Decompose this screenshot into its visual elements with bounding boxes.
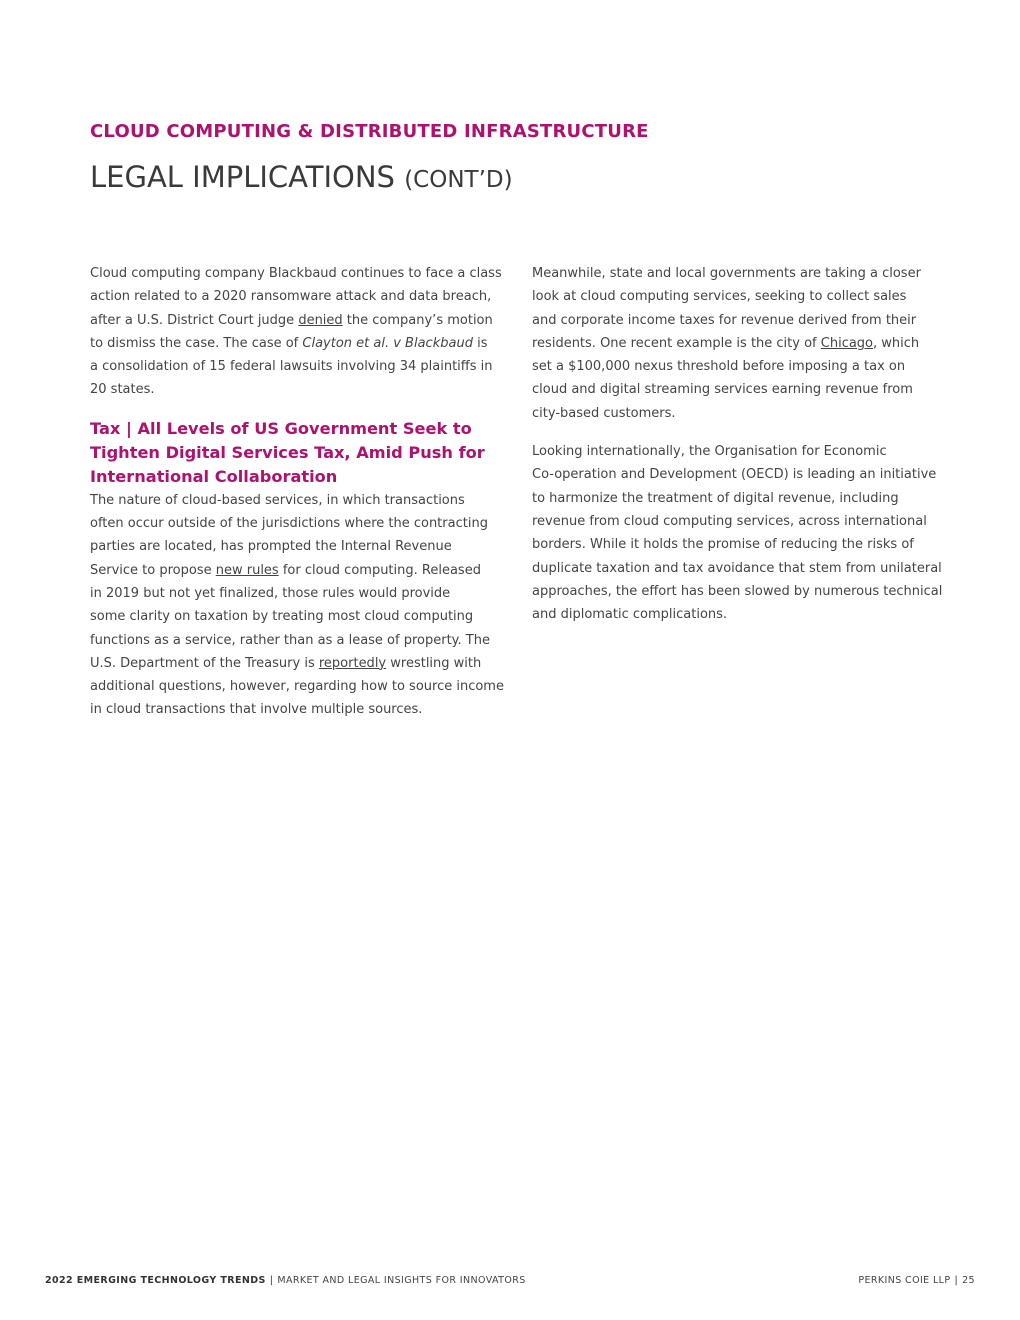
chicago-link[interactable]: Chicago: [820, 335, 874, 351]
text-line: in cloud transactions that involve multiple sources.: [90, 702, 423, 718]
text-line: city-based customers.: [532, 405, 676, 421]
page-number: 25: [962, 1275, 975, 1286]
text-line: borders. While it holds the promise of reducing the risks of: [532, 537, 914, 553]
text-line: The nature of cloud-based services, in which transactions: [90, 492, 465, 508]
footer-separator: |: [954, 1275, 959, 1286]
text-line: after a U.S. District Court judge denied the company’s motion: [90, 312, 493, 328]
text-line: look at cloud computing services, seeking to collect sales: [532, 289, 907, 305]
text-line: Co-operation and Development (OECD) is leading an initiative: [532, 467, 937, 483]
text-line: Looking internationally, the Organisation for Economic: [532, 444, 887, 460]
page-title: [90, 160, 513, 194]
footer-separator: |: [269, 1275, 274, 1286]
text-line: residents. One recent example is the city of Chicago, which: [532, 335, 920, 351]
text-line: a consolidation of 15 federal lawsuits involving 34 plaintiffs in: [90, 359, 493, 375]
case-name: Clayton et al. v Blackbaud: [302, 335, 473, 351]
footer-publication: [45, 1275, 526, 1286]
publication-title: 2022 EMERGING TECHNOLOGY TRENDS: [45, 1275, 266, 1286]
firm-name: PERKINS COIE LLP: [858, 1275, 951, 1286]
text-line: duplicate taxation and tax avoidance that stem from unilateral: [532, 560, 942, 576]
text-line: some clarity on taxation by treating most cloud computing: [90, 609, 474, 625]
state-local-paragraph: [532, 262, 930, 425]
text-line: to harmonize the treatment of digital revenue, including: [532, 490, 899, 506]
text-line: action related to a 2020 ransomware attack and data breach,: [90, 289, 492, 305]
footer-firm: [858, 1275, 975, 1286]
text-line: U.S. Department of the Treasury is reportedly wrestling with: [90, 655, 482, 671]
page-title-suffix: (CONT’D): [404, 167, 513, 193]
right-column: [532, 262, 943, 641]
text-line: often occur outside of the jurisdictions where the contracting: [90, 516, 488, 532]
blackbaud-paragraph: [90, 262, 502, 402]
text-line: parties are located, has prompted the Internal Revenue: [90, 539, 452, 555]
text-line: revenue from cloud computing services, across international: [532, 513, 927, 529]
tax-subheading: Tax | All Levels of US Government Seek to Tighten Digital Services Tax, Amid Push for International Collaboration: [90, 418, 485, 486]
text-line: and diplomatic complications.: [532, 607, 728, 623]
text-line: 20 states.: [90, 382, 155, 398]
new-rules-link[interactable]: new rules: [215, 562, 279, 578]
text-line: Meanwhile, state and local governments are taking a closer: [532, 266, 921, 281]
text-line: approaches, the effort has been slowed by numerous technical: [532, 583, 943, 599]
text-line: cloud and digital streaming services earning revenue from: [532, 382, 913, 398]
left-column: [90, 262, 504, 737]
text-line: Service to propose new rules for cloud computing. Released: [90, 562, 481, 578]
section-label: CLOUD COMPUTING & DISTRIBUTED INFRASTRUCTURE: [90, 121, 649, 142]
text-line: functions as a service, rather than as a lease of property. The: [90, 632, 490, 648]
text-line: and corporate income taxes for revenue derived from their: [532, 312, 917, 328]
text-line: Cloud computing company Blackbaud continues to face a class: [90, 266, 502, 281]
page-title-text: LEGAL IMPLICATIONS: [90, 160, 395, 194]
tax-paragraph: [90, 489, 504, 722]
text-line: in 2019 but not yet finalized, those rules would provide: [90, 585, 451, 601]
text-line: to dismiss the case. The case of Clayton et al. v Blackbaud is: [90, 335, 488, 351]
reportedly-link[interactable]: reportedly: [318, 655, 387, 671]
denied-link[interactable]: denied: [298, 312, 343, 328]
text-line: additional questions, however, regarding how to source income: [90, 679, 504, 695]
text-line: set a $100,000 nexus threshold before imposing a tax on: [532, 359, 906, 375]
oecd-paragraph: [532, 440, 943, 626]
publication-subtitle: MARKET AND LEGAL INSIGHTS FOR INNOVATORS: [277, 1275, 526, 1286]
